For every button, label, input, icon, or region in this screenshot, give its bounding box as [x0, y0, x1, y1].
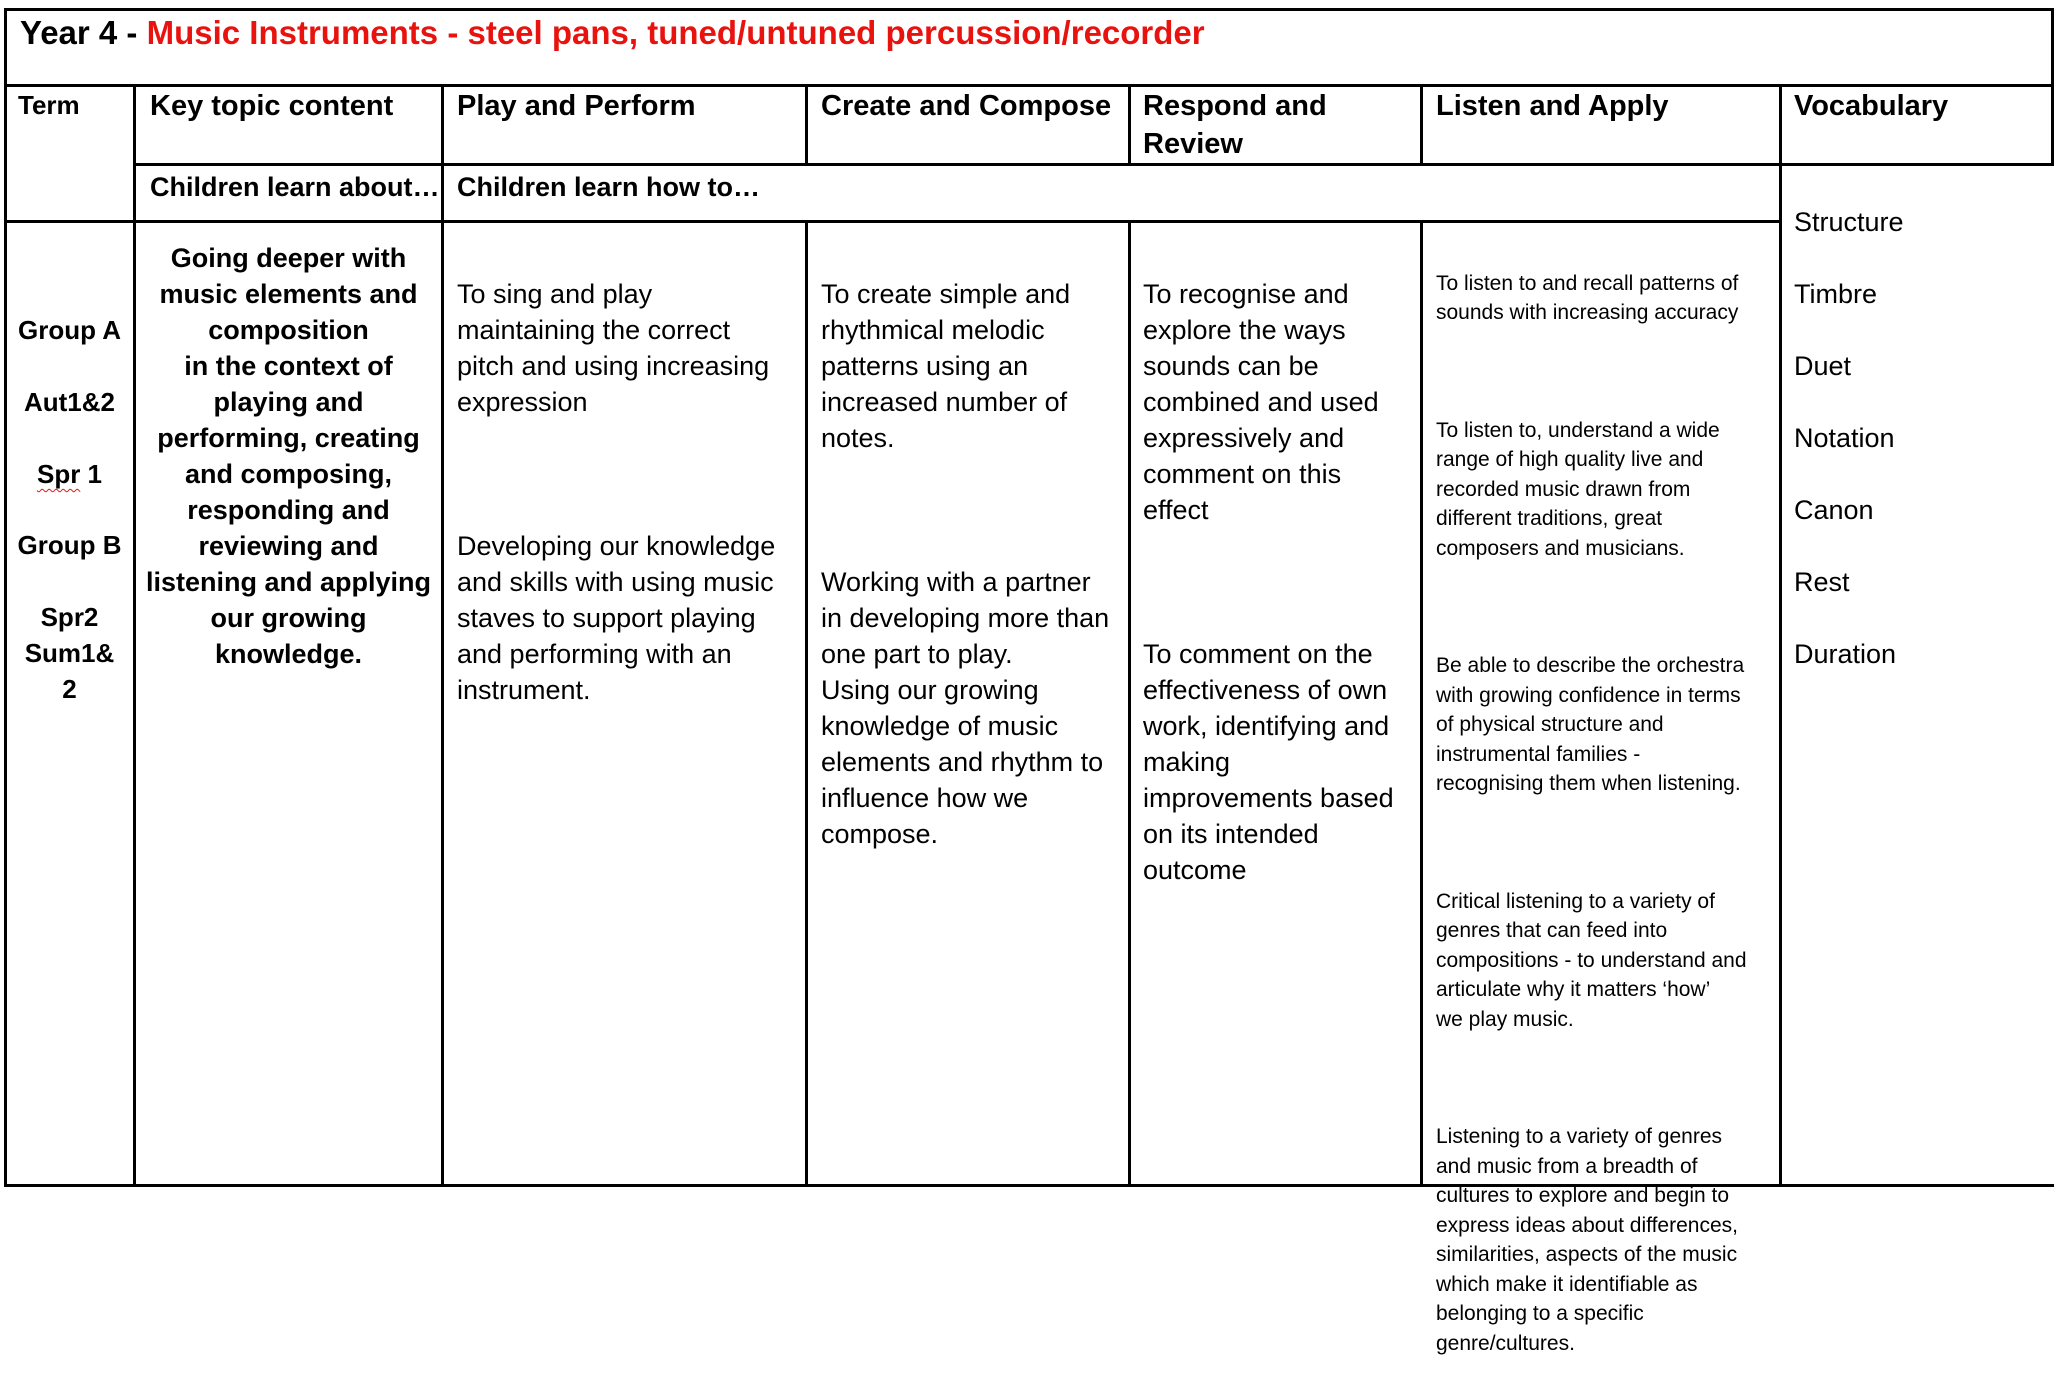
subheader-learn-about: Children learn about…	[150, 172, 440, 202]
listen-item: Listening to a variety of genres and music from a breadth of cultures to explore and begin to express ideas about differences, similarities, aspects of the music which make it identifiable as belonging to a specific genre/cultures.	[1436, 1125, 1738, 1355]
listen-item: To listen to, understand a wide range of high quality live and recorded music drawn from different traditions, great composers and musicians.	[1436, 418, 1720, 560]
respond-item: To recognise and explore the ways sounds can be combined and used expressively and comment on this effect	[1143, 279, 1379, 525]
play-item: Developing our knowledge and skills with using music staves to support playing and performing with an instrument.	[457, 531, 776, 705]
vocab-item: Duet	[1794, 351, 1852, 381]
group-a-label: Group A	[17, 315, 122, 345]
header-respond-review: Respond and Review	[1143, 90, 1327, 160]
header-term: Term	[18, 90, 80, 120]
col-divider-respond	[1420, 84, 1423, 166]
subheader-divider	[4, 220, 1782, 223]
header-create-compose: Create and Compose	[821, 90, 1112, 122]
spr-label: Spr	[36, 459, 81, 489]
vocab-item: Notation	[1794, 423, 1895, 453]
vocab-item: Rest	[1794, 567, 1850, 597]
vocab-item: Duration	[1794, 639, 1897, 669]
title-subject: Music Instruments - steel pans, tuned/untuned percussion/recorder	[146, 14, 1205, 51]
listen-item: To listen to and recall patterns of sounds with increasing accuracy	[1436, 271, 1739, 324]
col-divider-create-body	[1128, 220, 1131, 1187]
respond-item: To comment on the effectiveness of own work, identifying and making improvements based on its intended outcome	[1143, 639, 1394, 885]
vocab-item: Canon	[1794, 495, 1874, 525]
page-title	[20, 14, 1205, 52]
header-vocabulary: Vocabulary	[1794, 90, 1949, 122]
spr-number: 1	[80, 459, 103, 489]
listen-apply-content	[1436, 239, 1747, 1388]
create-item: To create simple and rhythmical melodic patterns using an increased number of notes.	[821, 279, 1071, 453]
listen-item: Be able to describe the orchestra with growing confidence in terms of physical structure and instrumental families - recognising them when listening.	[1436, 654, 1745, 795]
create-item: Working with a partner in developing more than one part to play. Using our growing knowledge of music elements and rhythm to influence how we compose.	[821, 567, 1110, 849]
col-divider-create	[1128, 84, 1131, 166]
vocab-item: Timbre	[1794, 279, 1878, 309]
term-group-b	[6, 491, 133, 743]
group-a-spring	[6, 456, 133, 492]
play-item: To sing and play maintaining the correct pitch and using increasing expression	[457, 279, 770, 417]
key-topic-content: Going deeper with music elements and composition in the context of playing and performing, creating and composing, responding and reviewing and listening and applying our growing knowledge.	[145, 243, 432, 669]
header-divider	[135, 163, 2054, 166]
respond-review-content	[1143, 240, 1394, 924]
table-border-right	[2051, 8, 2054, 166]
title-year: Year 4 -	[20, 14, 147, 51]
col-divider-listen	[1779, 84, 1782, 1187]
col-divider-play	[805, 84, 808, 166]
play-perform-content	[457, 240, 775, 744]
header-listen-apply: Listen and Apply	[1436, 90, 1669, 122]
group-b-label: Group B	[17, 530, 122, 560]
table-border-top	[4, 8, 2054, 11]
vocabulary-list	[1794, 168, 1904, 708]
col-divider-respond-body	[1420, 220, 1423, 1187]
group-b-terms: Spr2 Sum1& 2	[24, 602, 115, 704]
vocab-item: Structure	[1794, 207, 1904, 237]
header-key-topic: Key topic content	[150, 90, 394, 122]
col-divider-play-body	[805, 220, 808, 1187]
create-compose-content	[821, 240, 1109, 888]
header-play-perform: Play and Perform	[457, 90, 696, 122]
group-a-terms: Aut1&2	[23, 387, 115, 417]
listen-item: Critical listening to a variety of genres that can feed into compositions - to understand and articulate why it matters ‘how’ we play music.	[1436, 889, 1747, 1031]
col-divider-key	[441, 84, 444, 1187]
subheader-learn-how: Children learn how to…	[457, 172, 761, 202]
